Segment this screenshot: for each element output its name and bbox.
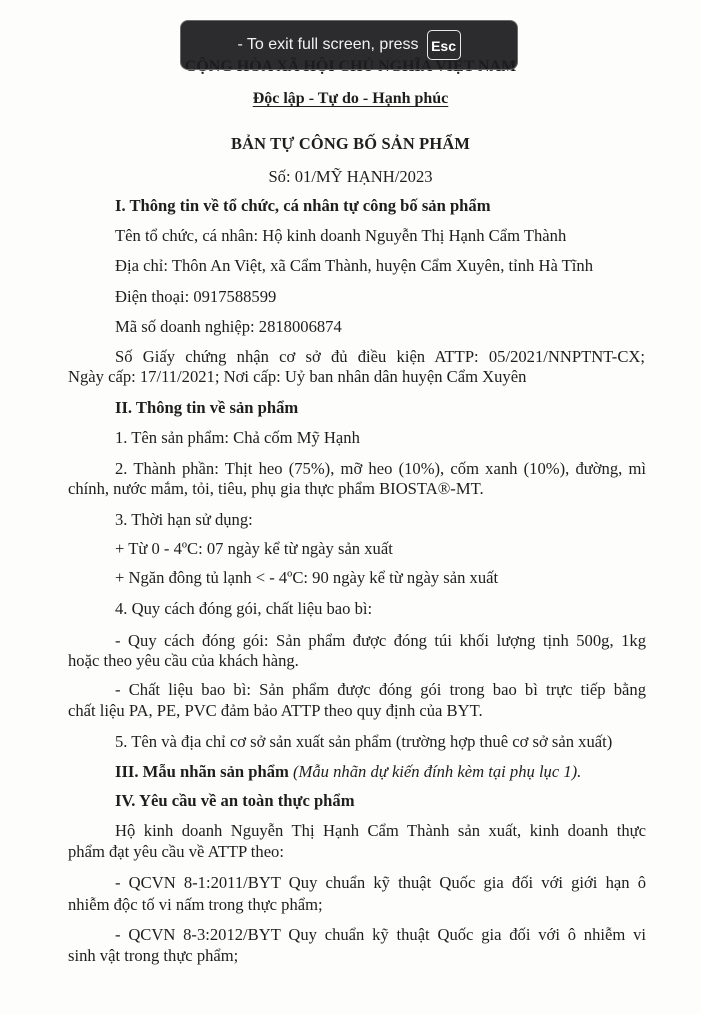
packaging-spec-line-2: hoặc theo yêu cầu của khách hàng. [68,651,299,670]
ingredients-line-1: 2. Thành phần: Thịt heo (75%), mỡ heo (10%), cốm xanh (10%), đường, mì [115,459,646,478]
standard-2-line-1: - QCVN 8-3:2012/BYT Quy chuẩn kỹ thuật Quốc gia đối với ô nhiễm vi [115,925,646,944]
manufacturer-label: 5. Tên và địa chỉ cơ sở sản xuất sản phẩm (trường hợp thuê cơ sở sản xuất) [115,732,613,751]
packaging-spec-line-1: - Quy cách đóng gói: Sản phẩm được đóng túi khối lượng tịnh 500g, 1kg [115,631,646,650]
section-3-note: (Mẫu nhãn dự kiến đính kèm tại phụ lục 1). [293,762,582,781]
packaging-material-line-2: chất liệu PA, PE, PVC đảm bảo ATTP theo quy định của BYT. [68,701,483,720]
packaging-label: 4. Quy cách đóng gói, chất liệu bao bì: [115,599,373,618]
section-2-heading: II. Thông tin về sản phẩm [115,398,299,417]
fullscreen-exit-message: - To exit full screen, press [237,36,419,53]
food-safety-intro-line-2: phẩm đạt yêu cầu về ATTP theo: [68,842,284,861]
esc-key-badge[interactable]: Esc [427,30,461,60]
food-safety-intro-line-1: Hộ kinh doanh Nguyễn Thị Hạnh Cẩm Thành sản xuất, kinh doanh thực [115,821,646,840]
section-1-heading: I. Thông tin về tổ chức, cá nhân tự công bố sản phẩm [115,196,491,215]
shelf-life-label: 3. Thời hạn sử dụng: [115,510,253,529]
org-phone: Điện thoại: 0917588599 [115,287,277,306]
national-motto: Độc lập - Tự do - Hạnh phúc [252,90,449,107]
section-3-line [115,762,581,782]
org-name: Tên tổ chức, cá nhân: Hộ kinh doanh Nguyễn Thị Hạnh Cẩm Thành [115,226,567,245]
standard-1-line-1: - QCVN 8-1:2011/BYT Quy chuẩn kỹ thuật Quốc gia đối với giới hạn ô [115,873,646,892]
org-tax-code: Mã số doanh nghiệp: 2818006874 [115,317,342,336]
section-3-heading: III. Mẫu nhãn sản phẩm [115,762,289,781]
cert-line-1: Số Giấy chứng nhận cơ sở đủ điều kiện ATTP: 05/2021/NNPTNT-CX; [115,347,645,366]
standard-2-line-2: sinh vật trong thực phẩm; [68,946,239,965]
shelf-life-chilled: + Từ 0 - 4ºC: 07 ngày kể từ ngày sản xuất [115,539,393,558]
document-number: Số: 01/MỸ HẠNH/2023 [268,167,433,186]
fullscreen-exit-toast [180,20,518,70]
cert-line-2: Ngày cấp: 17/11/2021; Nơi cấp: Uỷ ban nhân dân huyện Cẩm Xuyên [68,367,527,386]
shelf-life-frozen: + Ngăn đông tủ lạnh < - 4ºC: 90 ngày kể từ ngày sản xuất [115,568,499,587]
packaging-material-line-1: - Chất liệu bao bì: Sản phẩm được đóng gói trong bao bì trực tiếp bằng [115,680,646,699]
ingredients-line-2: chính, nước mắm, tỏi, tiêu, phụ gia thực phẩm BIOSTA®-MT. [68,479,484,498]
document-title: BẢN TỰ CÔNG BỐ SẢN PHẨM [230,134,471,153]
standard-1-line-2: nhiễm độc tố vi nấm trong thực phẩm; [68,895,323,914]
product-name: 1. Tên sản phẩm: Chả cốm Mỹ Hạnh [115,428,360,447]
section-4-heading: IV. Yêu cầu về an toàn thực phẩm [115,791,355,810]
org-address: Địa chỉ: Thôn An Việt, xã Cẩm Thành, huyện Cẩm Xuyên, tỉnh Hà Tĩnh [115,256,594,275]
